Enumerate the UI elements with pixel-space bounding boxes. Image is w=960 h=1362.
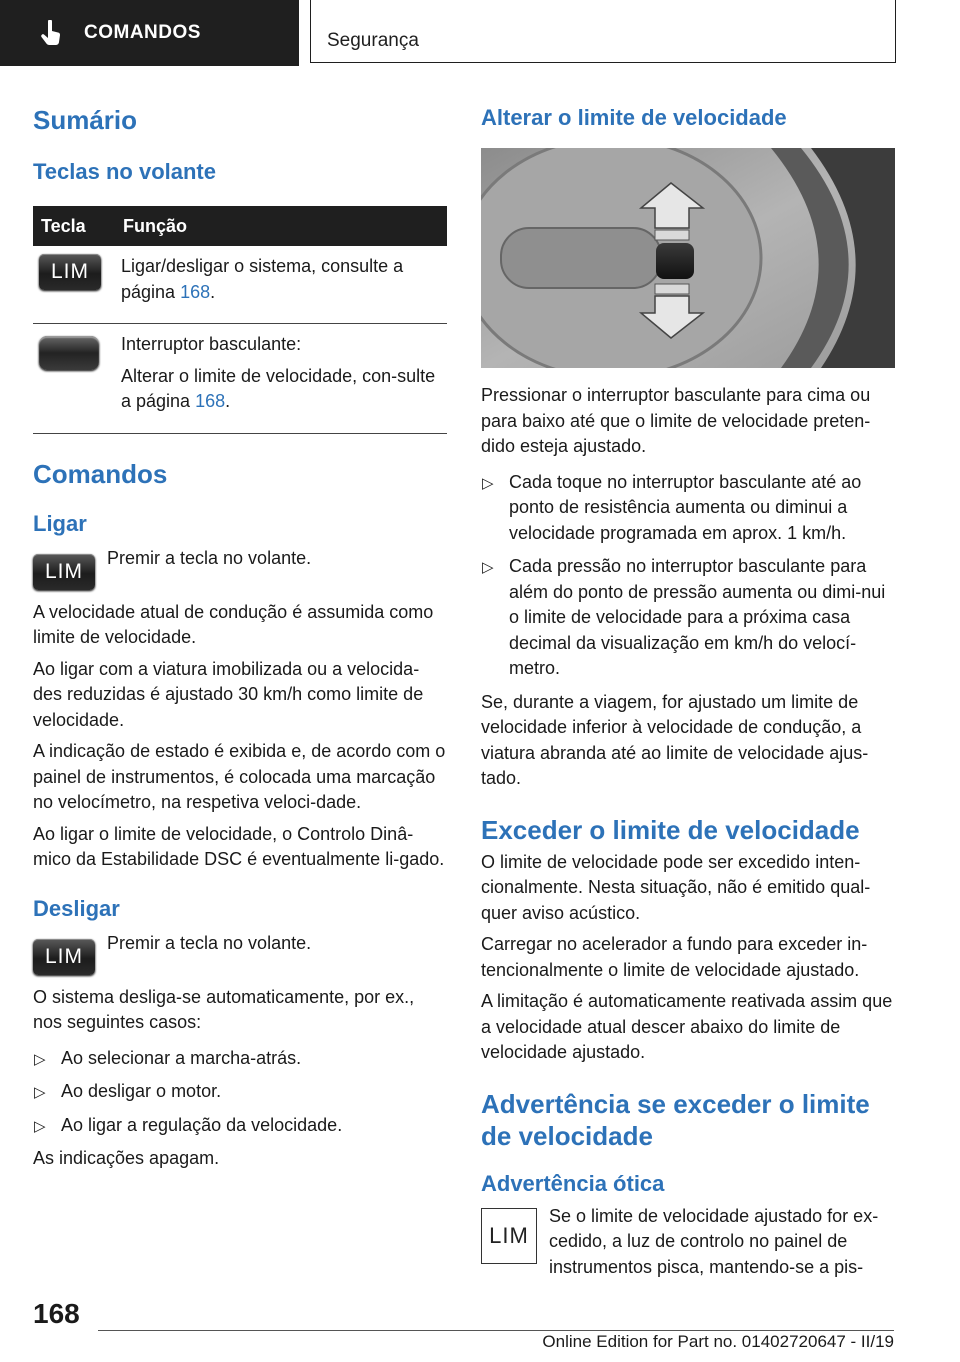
table-row [33, 324, 447, 434]
paragraph: O limite de velocidade pode ser excedido inten-cionalmente. Nesta situação, não é emitido qual-quer aviso acústico. [481, 851, 871, 923]
triangle-bullet-icon: ▷ [34, 1084, 46, 1101]
paragraph: Ao ligar o limite de velocidade, o Controlo Dinâ-mico da Estabilidade DSC é eventualmente li-gado. [33, 823, 445, 869]
list-item: ▷ Ao ligar a regulação da velocidade. [33, 1113, 447, 1139]
table-row [33, 246, 447, 324]
on-heading: Ligar [33, 510, 87, 536]
paragraph: Carregar no acelerador a fundo para exceder in-tencionalmente o limite de velocidade ajustado. [481, 934, 868, 980]
optic-warning-heading: Advertência ótica [481, 1170, 665, 1196]
lim-button-icon: LIM [39, 254, 101, 290]
paragraph: O sistema desliga-se automaticamente, por ex., nos seguintes casos: [33, 986, 415, 1032]
triangle-bullet-icon: ▷ [482, 474, 494, 492]
right-column [481, 96, 895, 1280]
edition-text: Online Edition for Part no. 01402720647 - II/19 [542, 1332, 894, 1351]
keys-table-header [33, 206, 447, 246]
list-item: ▷ Ao selecionar a marcha-atrás. [33, 1046, 447, 1072]
page-reference-link[interactable]: 168 [180, 281, 211, 302]
chapter-label: COMANDOS [84, 22, 201, 43]
paragraph: A limitação é automaticamente reativada assim que a velocidade atual descer abaixo do limite de velocidade ajustado. [481, 991, 893, 1062]
chapter-tab [0, 0, 299, 66]
page-number: 168 [33, 1298, 80, 1329]
optic-text: Se o limite de velocidade ajustado for ex-cedido, a luz de controlo no painel de instrumentos pisca, mantendo-se a pis- [549, 1205, 879, 1277]
footer-divider [98, 1330, 894, 1331]
keys-heading: Teclas no volante [33, 159, 216, 184]
paragraph: As indicações apagam. [33, 1148, 220, 1168]
controls-heading: Comandos [33, 458, 168, 489]
col-key-header: Tecla [33, 206, 121, 246]
lim-button-icon: LIM [33, 554, 95, 590]
list-item: ▷ Cada toque no interruptor basculante até ao ponto de resistência aumenta ou diminui a velocidade programada em aprox. 1 km/h. [482, 471, 862, 543]
section-box [310, 0, 896, 63]
page-header [0, 0, 960, 66]
off-list [33, 1046, 447, 1139]
triangle-bullet-icon: ▷ [482, 559, 494, 576]
lim-button-icon: LIM [33, 939, 95, 975]
paragraph: Pressionar o interruptor basculante para cima ou para baixo até que o limite de velocidade preten-dido esteja ajustado. [481, 385, 871, 456]
lim-indicator-icon: LIM [481, 1208, 537, 1264]
row-text: Alterar o limite de velocidade, con-sulte a página 168. [121, 365, 436, 411]
section-title: Segurança [327, 30, 419, 51]
paragraph: Ao ligar com a viatura imobilizada ou a velocida-des reduzidas é ajustado 30 km/h como limite de velocidade. [33, 658, 424, 730]
page-footer [0, 1290, 960, 1362]
triangle-bullet-icon: ▷ [34, 1050, 46, 1068]
hand-pointer-icon [40, 20, 62, 46]
list-item: ▷ Cada pressão no interruptor basculante para além do ponto de pressão aumenta ou dimi-nui o limite de velocidade para a próxima casa decimal da visualização em km/h do velocí-metro. [482, 556, 886, 678]
on-key-row [33, 546, 447, 590]
change-heading: Alterar o limite de velocidade [481, 105, 787, 130]
rocker-switch-icon [39, 336, 99, 370]
steering-wheel-rocker-photo [481, 148, 895, 368]
exceed-heading: Exceder o limite de velocidade [481, 814, 860, 845]
keys-table [33, 206, 447, 434]
list-item: ▷ Ao desligar o motor. [33, 1079, 447, 1105]
row-text: Ligar/desligar o sistema, consulte a página 168. [121, 256, 404, 302]
summary-heading: Sumário [33, 105, 138, 135]
optic-row [481, 1204, 895, 1281]
on-key-text: Premir a tecla no volante. [107, 547, 312, 568]
paragraph: Se, durante a viagem, for ajustado um limite de velocidade inferior à velocidade de condução, a viatura abranda até ao limite de velocidade ajus-tado. [481, 691, 869, 788]
row-text: Interruptor basculante: [121, 334, 302, 354]
paragraph: A indicação de estado é exibida e, de acordo com o painel de instrumentos, é colocada uma marcação no velocímetro, na respetiva veloci-dade. [33, 741, 446, 812]
change-list [481, 470, 895, 682]
left-column [33, 96, 447, 1172]
col-function-header: Função [121, 206, 447, 246]
off-key-row [33, 931, 447, 975]
off-key-text: Premir a tecla no volante. [107, 932, 312, 953]
warning-heading: Advertência se exceder o limite de velocidade [481, 1088, 870, 1151]
triangle-bullet-icon: ▷ [34, 1117, 46, 1135]
page-reference-link[interactable]: 168 [195, 391, 226, 411]
paragraph: A velocidade atual de condução é assumida como limite de velocidade. [33, 601, 434, 647]
off-heading: Desligar [33, 895, 120, 921]
